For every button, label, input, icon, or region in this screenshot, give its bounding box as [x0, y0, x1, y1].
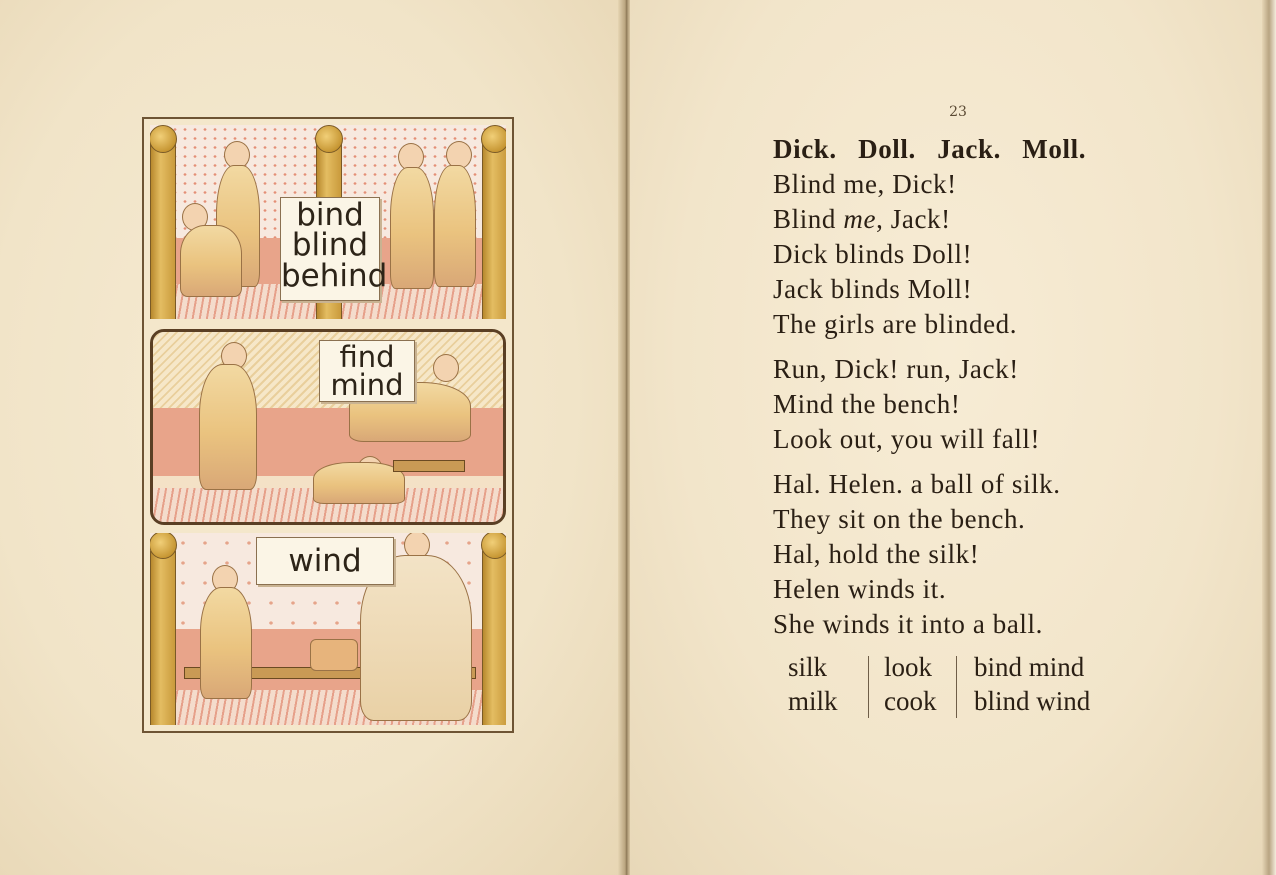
word-table-word: blind wind: [974, 686, 1091, 716]
yarn-basket: [310, 639, 358, 671]
text-line: Jack blinds Moll!: [773, 274, 973, 304]
word-column: [788, 650, 838, 718]
text-segment: Blind: [773, 204, 844, 234]
card-word: behind: [281, 257, 388, 294]
text-line: They sit on the bench.: [773, 504, 1026, 534]
illustration-panel-top: [150, 125, 506, 319]
text-line: Blind me, Dick!: [773, 169, 957, 199]
word-table-word: bind mind: [974, 652, 1085, 682]
text-line: Hal, hold the silk!: [773, 539, 980, 569]
text-line: She winds it into a ball.: [773, 609, 1043, 639]
word-column: [884, 650, 936, 718]
illustration: [142, 117, 514, 733]
word-card-bind-blind-behind: [280, 197, 388, 301]
column-divider: [956, 656, 957, 718]
word-column: [974, 650, 1090, 718]
word-card-find-mind: [319, 340, 415, 402]
pillar-cap: [481, 533, 506, 559]
blindfolded-girl-figure: [390, 167, 434, 289]
italic-word: me: [843, 204, 877, 234]
pillar-cap: [315, 125, 343, 153]
text-segment: , Jack!: [876, 204, 951, 234]
card-word: wind: [288, 543, 362, 579]
illustration-panel-middle: [150, 329, 506, 525]
word-table-word: look: [884, 652, 933, 682]
column-divider: [868, 656, 869, 718]
text-line: [773, 204, 951, 235]
boy-holding-silk-figure: [200, 587, 252, 699]
text-line: Look out, you will fall!: [773, 424, 1041, 454]
card-word: find: [339, 340, 395, 374]
pillar: [482, 551, 506, 725]
word-table-word: milk: [788, 686, 838, 716]
word-card-wind: [256, 537, 394, 585]
text-line: Dick blinds Doll!: [773, 239, 973, 269]
pillar: [150, 143, 176, 319]
word-table-word: cook: [884, 686, 937, 716]
pillar-cap: [481, 125, 506, 153]
crawling-boy-figure: [180, 225, 242, 297]
standing-boy-figure: [434, 165, 476, 287]
pillar: [482, 143, 506, 319]
illustration-panel-bottom: [150, 533, 506, 725]
text-line: Run, Dick! run, Jack!: [773, 354, 1019, 384]
card-word: bind: [296, 197, 364, 233]
page-edge: [1262, 0, 1276, 875]
text-line: Helen winds it.: [773, 574, 947, 604]
left-page: [0, 0, 626, 875]
text-line: Mind the bench!: [773, 389, 961, 419]
word-table-word: silk: [788, 652, 828, 682]
crouching-boy-figure: [313, 462, 405, 504]
blindfolded-girl-figure: [199, 364, 257, 490]
card-word: mind: [330, 368, 404, 403]
text-line: Dick. Doll. Jack. Moll.: [773, 134, 1087, 164]
text-line: The girls are blinded.: [773, 309, 1018, 339]
bench: [393, 460, 465, 472]
pillar: [150, 551, 176, 725]
page-number: 23: [949, 104, 967, 120]
card-word: blind: [291, 227, 369, 264]
child-head: [433, 354, 459, 382]
text-line: Hal. Helen. a ball of silk.: [773, 469, 1061, 499]
pillar-cap: [150, 125, 177, 153]
